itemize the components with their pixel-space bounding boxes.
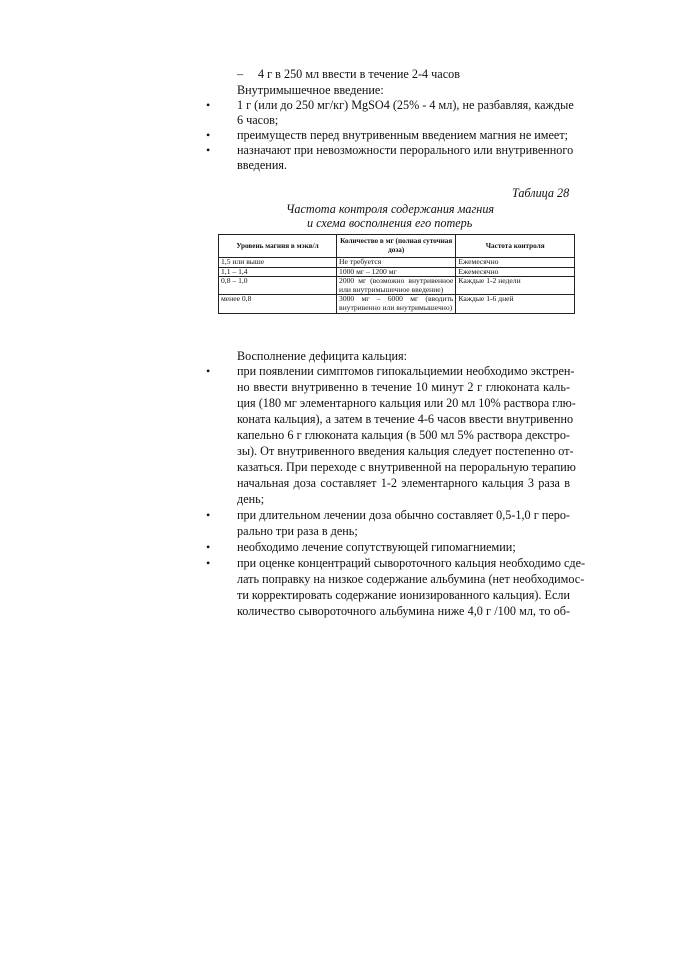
table-cell: Ежемесячно — [456, 258, 575, 268]
calcium-item-1-line-9: день; — [237, 492, 265, 506]
calcium-item-1-line-1: при появлении симптомов гипокальциемии необходимо экстрен- — [237, 364, 575, 378]
table-caption-line-2: и схема восполнения его потерь — [307, 216, 473, 230]
table-header-row — [219, 235, 575, 258]
table-caption-line-1: Частота контроля содержания магния — [286, 202, 495, 216]
bullet-marker: • — [206, 508, 211, 522]
calcium-item-1-line-6: зы). От внутривенного введения кальция следует постепенно от- — [237, 444, 574, 458]
im-heading: Внутримышечное введение: — [237, 83, 384, 97]
table-cell: Каждые 1-6 дней — [456, 295, 575, 313]
im-item-1-line-2: 6 часов; — [237, 113, 279, 127]
dash-marker: – — [237, 67, 244, 81]
im-item-3-line-1: назначают при невозможности перорального или внутривенного — [237, 143, 574, 157]
magnesium-table — [218, 234, 575, 314]
bullet-marker: • — [206, 143, 211, 157]
table-header-cell: Частота контроля — [456, 235, 575, 258]
im-item-1-line-1: 1 г (или до 250 мг/кг) MgSO4 (25% - 4 мл), не разбавляя, каждые — [237, 98, 574, 112]
table-cell: Не требуется — [337, 258, 456, 268]
calcium-item-1-line-7: казаться. При переходе с внутривенной на пероральную терапию — [237, 460, 576, 474]
calcium-item-1-line-2: но ввести внутривенно в течение 10 минут 2 г глюконата каль- — [237, 380, 570, 394]
dash-item-text: 4 г в 250 мл ввести в течение 2-4 часов — [258, 67, 460, 81]
calcium-item-2-line-1: при длительном лечении доза обычно составляет 0,5-1,0 г перо- — [237, 508, 570, 522]
table-cell: 0,8 – 1,0 — [219, 277, 337, 295]
table-cell: 1,1 – 1,4 — [219, 267, 337, 277]
table-row — [219, 258, 575, 268]
calcium-item-3-line-1: необходимо лечение сопутствующей гипомагниемии; — [237, 540, 516, 554]
calcium-item-1-line-4: коната кальция), а затем в течение 4-6 часов ввести внутривенно — [237, 412, 574, 426]
bullet-marker: • — [206, 364, 211, 378]
table-header-cell: Уровень магния в мэкв/л — [219, 235, 337, 258]
calcium-item-4-line-2: лать поправку на низкое содержание альбумина (нет необходимос- — [237, 572, 585, 586]
calcium-heading: Восполнение дефицита кальция: — [237, 349, 407, 363]
calcium-item-4-line-1: при оценке концентраций сывороточного кальция необходимо сде- — [237, 556, 586, 570]
im-item-3-line-2: введения. — [237, 158, 287, 172]
calcium-item-1-line-3: ция (180 мг элементарного кальция или 20 мл 10% раствора глю- — [237, 396, 576, 410]
table-cell: 1,5 или выше — [219, 258, 337, 268]
table-cell: Каждые 1-2 недели — [456, 277, 575, 295]
calcium-item-1-line-5: капельно 6 г глюконата кальция (в 500 мл 5% раствора декстро- — [237, 428, 570, 442]
table-label: Таблица 28 — [512, 186, 570, 200]
table-cell: менее 0,8 — [219, 295, 337, 313]
table-row — [219, 295, 575, 313]
table-cell: 3000 мг – 6000 мг (вводить внутривенно или внутримышечно) — [337, 295, 456, 313]
table-cell: Ежемесячно — [456, 267, 575, 277]
bullet-marker: • — [206, 556, 211, 570]
calcium-item-2-line-2: рально три раза в день; — [237, 524, 358, 538]
bullet-marker: • — [206, 540, 211, 554]
calcium-item-4-line-3: ти корректировать содержание ионизированного кальция). Если — [237, 588, 570, 602]
bullet-marker: • — [206, 128, 211, 142]
bullet-marker: • — [206, 98, 211, 112]
calcium-item-1-line-8: начальная доза составляет 1-2 элементарного кальция 3 раза в — [237, 476, 570, 490]
table-header-cell: Количество в мг (полная суточная доза) — [337, 235, 456, 258]
table-cell: 2000 мг (возможно внутривенное или внутримышечное введение) — [337, 277, 456, 295]
table-cell: 1000 мг – 1200 мг — [337, 267, 456, 277]
table-row — [219, 277, 575, 295]
im-item-2-line-1: преимуществ перед внутривенным введением магния не имеет; — [237, 128, 569, 142]
calcium-item-4-line-4: количество сывороточного альбумина ниже 4,0 г /100 мл, то об- — [237, 604, 570, 618]
